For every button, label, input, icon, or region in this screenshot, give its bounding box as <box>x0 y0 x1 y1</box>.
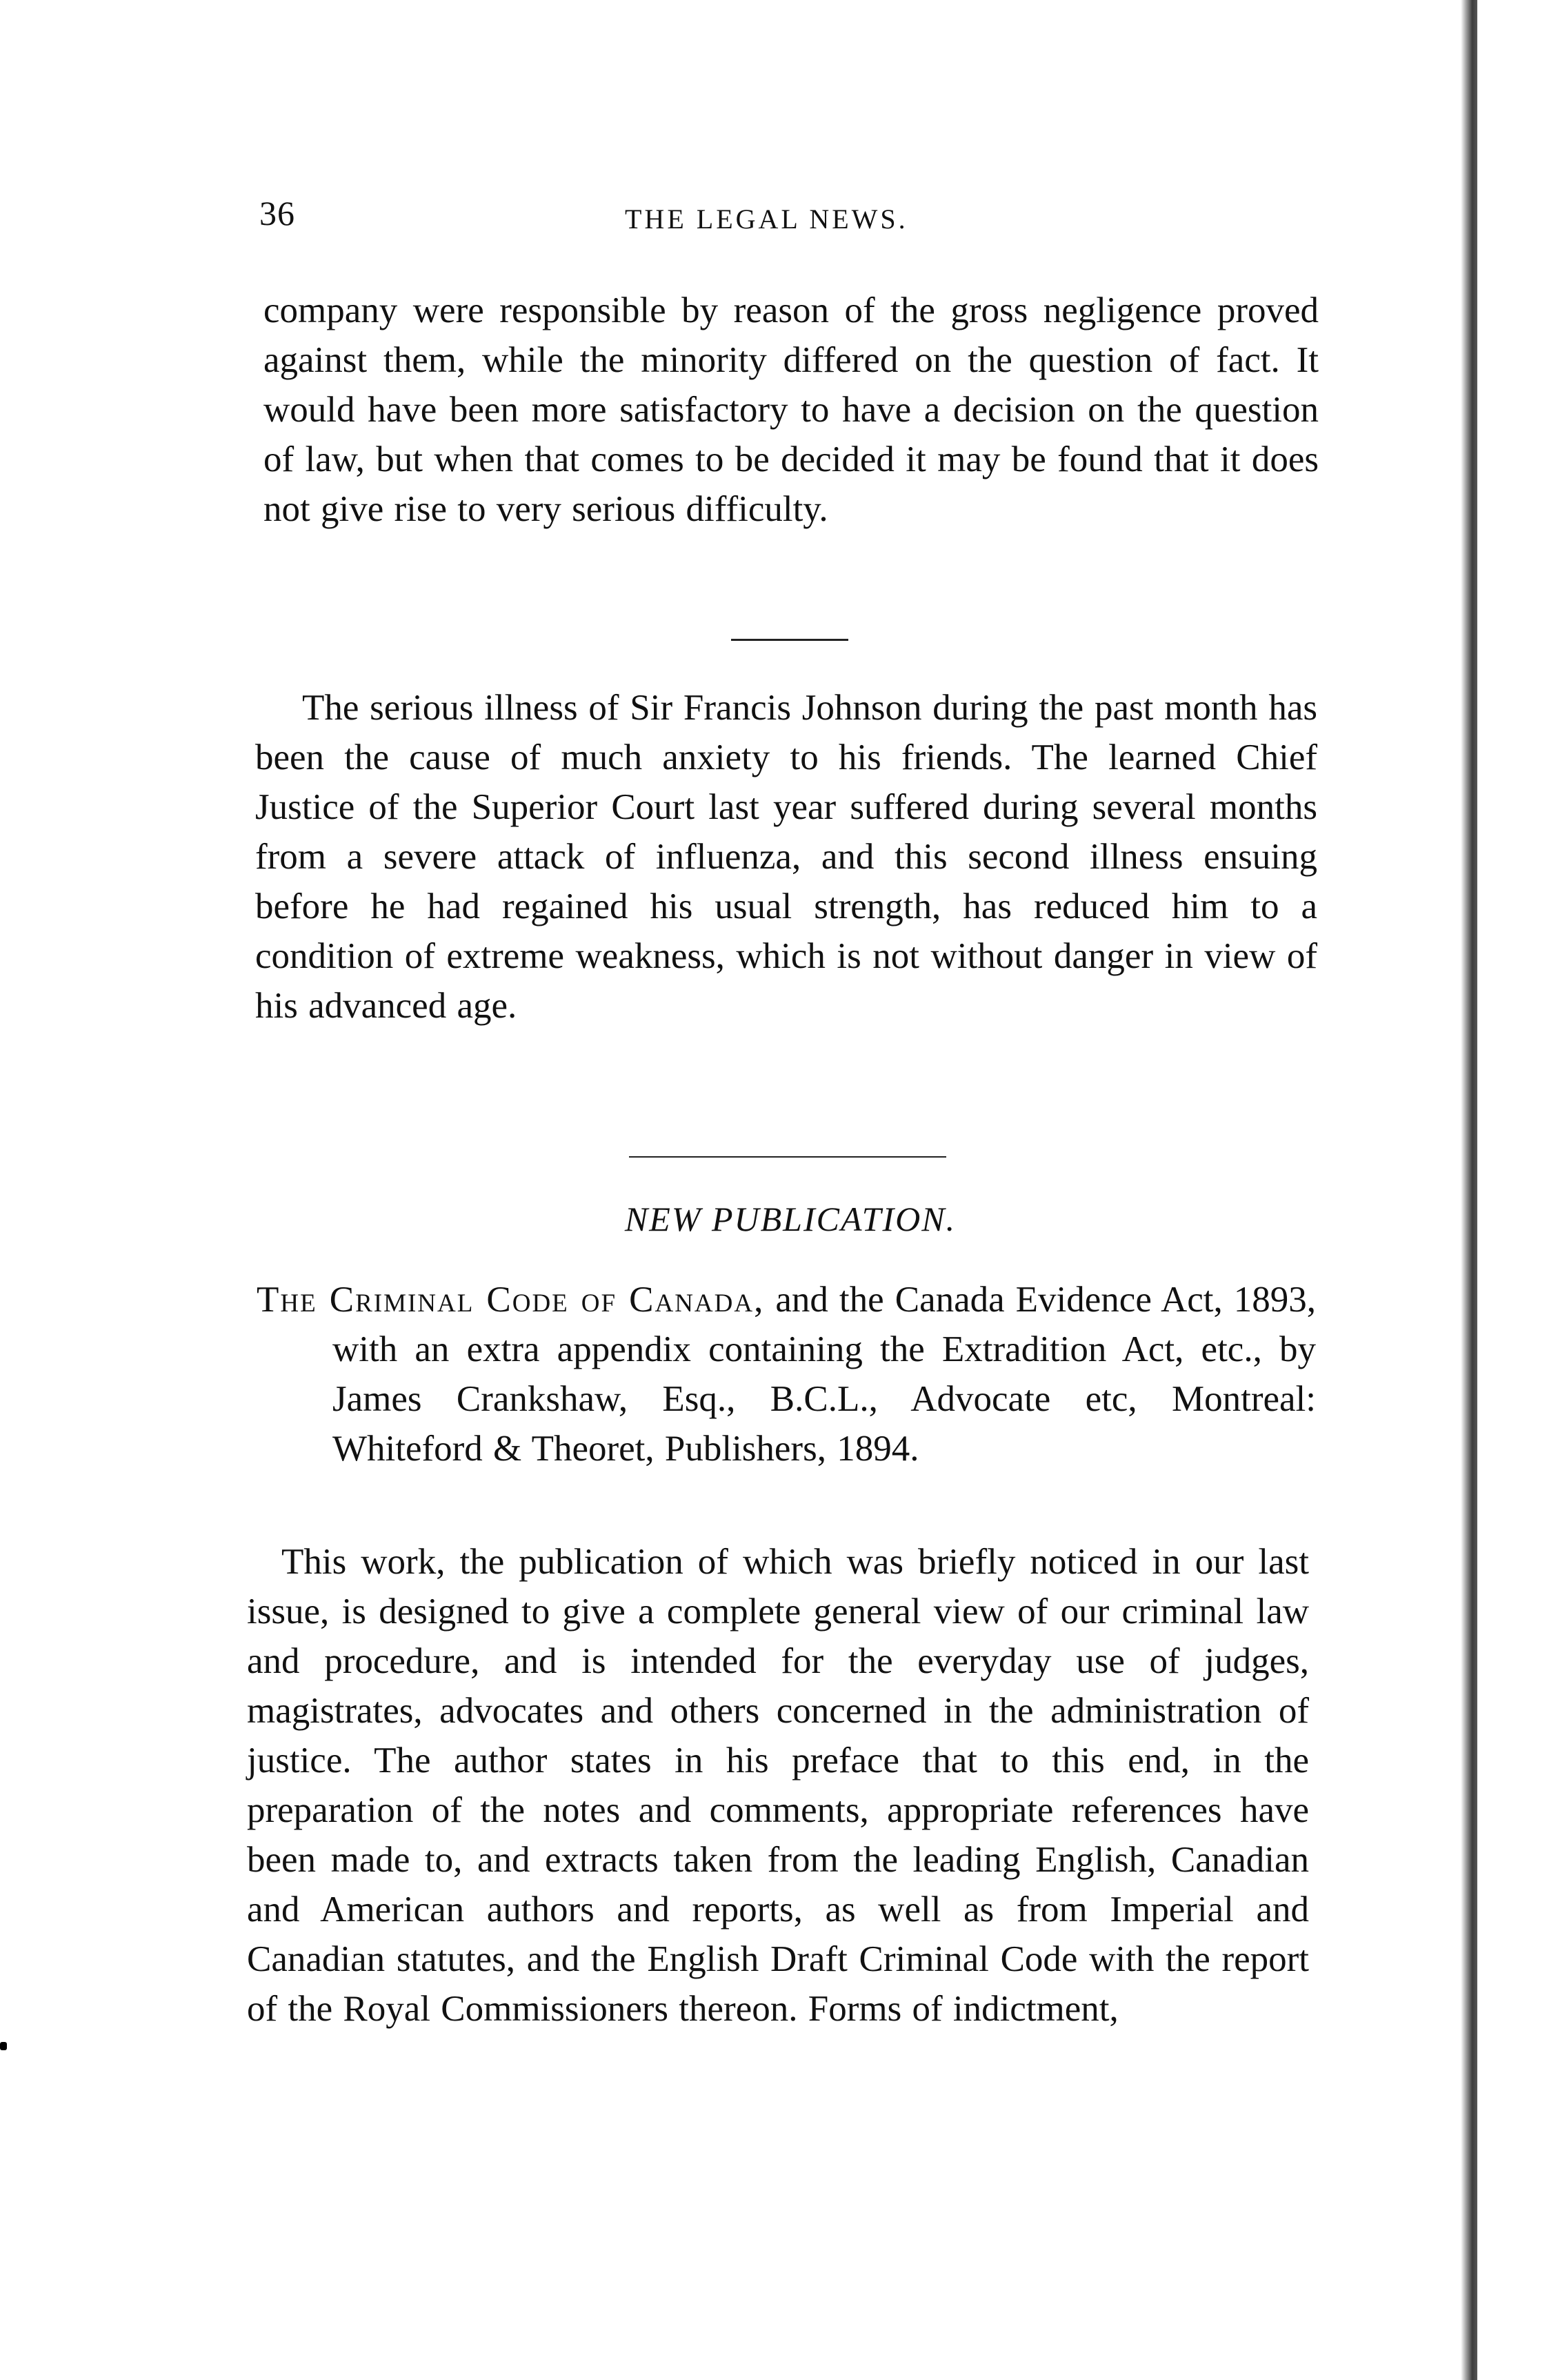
scan-speck <box>0 2042 7 2050</box>
section-divider <box>629 1156 946 1158</box>
paragraph-review: This work, the publication of which was briefly noticed in our last issue, is designed to give a complete general view of our criminal law and procedure, and is intended for the everyday use of judges, magistrates, advocates and others concerned in the administration of justice. The author states in his preface that to this end, in the preparation of the notes and comments, appropriate references have been made to, and extracts taken from the leading English, Canadian and American authors and reports, as well as from Imperial and Canadian statutes, and the English Draft Criminal Code with the report of the Royal Commissioners thereon. Forms of indictment, <box>247 1542 1309 2029</box>
book-title: The Criminal Code of Canada, <box>257 1280 765 1320</box>
book-citation <box>257 1275 1316 1474</box>
paragraph-continuation: company were responsible by reason of the gross negligence proved against them, while the minority differed on the question of fact. It would have been more satisfactory to have a decision on the question of law, but when that comes to be decided it may be found that it does not give rise to very serious difficulty. <box>263 290 1319 529</box>
paragraph-illness-notice: The serious illness of Sir Francis Johnson during the past month has been the cause of much anxiety to his friends. The learned Chief Justice of the Superior Court last year suffered during several months from a severe attack of influenza, and this second illness ensuing before he had regained his usual strength, has reduced him to a condition of extreme weakness, which is not without danger in view of his advanced age. <box>255 688 1317 1026</box>
running-head: THE LEGAL NEWS. <box>625 204 908 235</box>
binding-edge-shadow <box>1461 0 1477 2380</box>
page-header <box>259 193 1321 241</box>
book-details: and the Canada Evidence Act, 1893, with an extra appendix containing the Extradition Act, etc., by James Crankshaw, Esq., B.C.L., Advocate etc, Montreal: Whiteford & Theoret, Publishers, 1894. <box>332 1280 1317 1469</box>
page-margin-right <box>1477 0 1558 2380</box>
page-number: 36 <box>259 194 295 232</box>
section-heading: NEW PUBLICATION. <box>624 1200 957 1238</box>
section-divider <box>731 639 848 641</box>
